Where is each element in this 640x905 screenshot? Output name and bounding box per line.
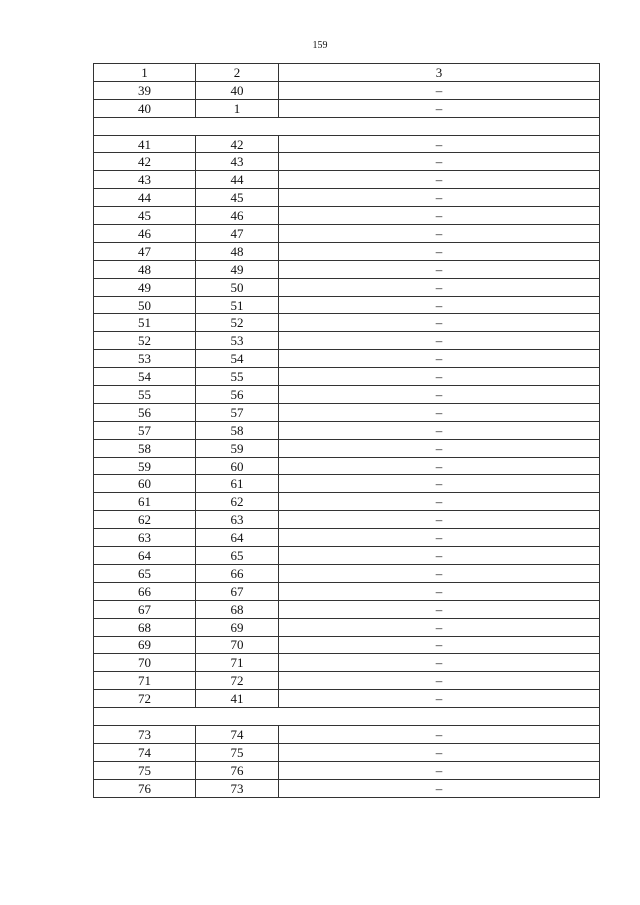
group-separator-cell: [94, 708, 600, 726]
table-row: [94, 332, 600, 350]
table-cell-col3: –: [279, 564, 600, 582]
table-row: [94, 457, 600, 475]
table-cell-col2: 52: [196, 314, 279, 332]
table-cell-col3: –: [279, 99, 600, 117]
table-row: [94, 725, 600, 743]
table-cell-col2: 55: [196, 368, 279, 386]
group-separator-cell: [94, 117, 600, 135]
table-cell-col2: 61: [196, 475, 279, 493]
table-row: [94, 493, 600, 511]
table-row: [94, 403, 600, 421]
table-row: [94, 314, 600, 332]
table-row: [94, 135, 600, 153]
table-cell-col3: –: [279, 296, 600, 314]
group-separator-row: [94, 117, 600, 135]
table-row: [94, 547, 600, 565]
table-cell-col1: 54: [94, 368, 196, 386]
table-row: [94, 386, 600, 404]
table-cell-col3: –: [279, 618, 600, 636]
column-header-2: 2: [196, 64, 279, 82]
table-cell-col2: 41: [196, 690, 279, 708]
table-cell-col1: 66: [94, 582, 196, 600]
table-cell-col2: 53: [196, 332, 279, 350]
table-cell-col1: 73: [94, 725, 196, 743]
table-cell-col2: 68: [196, 600, 279, 618]
table-row: [94, 368, 600, 386]
table-cell-col1: 57: [94, 421, 196, 439]
table-cell-col3: –: [279, 350, 600, 368]
table-cell-col1: 42: [94, 153, 196, 171]
table-cell-col2: 46: [196, 207, 279, 225]
table-cell-col1: 67: [94, 600, 196, 618]
table-cell-col3: –: [279, 189, 600, 207]
table-cell-col2: 48: [196, 242, 279, 260]
table-cell-col3: –: [279, 511, 600, 529]
table-cell-col1: 39: [94, 81, 196, 99]
table-cell-col3: –: [279, 135, 600, 153]
table-cell-col1: 48: [94, 260, 196, 278]
table-cell-col3: –: [279, 242, 600, 260]
table-row: [94, 475, 600, 493]
table-row: [94, 672, 600, 690]
table-row: [94, 582, 600, 600]
table-cell-col2: 47: [196, 225, 279, 243]
table-cell-col2: 66: [196, 564, 279, 582]
table-row: [94, 242, 600, 260]
table-row: [94, 690, 600, 708]
table-cell-col3: –: [279, 672, 600, 690]
table-cell-col1: 43: [94, 171, 196, 189]
table-cell-col2: 60: [196, 457, 279, 475]
table-cell-col1: 45: [94, 207, 196, 225]
table-cell-col2: 43: [196, 153, 279, 171]
table-row: [94, 636, 600, 654]
table-cell-col1: 47: [94, 242, 196, 260]
table-row: [94, 153, 600, 171]
table-cell-col2: 59: [196, 439, 279, 457]
table-cell-col1: 63: [94, 529, 196, 547]
table-cell-col1: 56: [94, 403, 196, 421]
table-cell-col2: 56: [196, 386, 279, 404]
table-cell-col3: –: [279, 225, 600, 243]
table-cell-col2: 50: [196, 278, 279, 296]
table-cell-col1: 69: [94, 636, 196, 654]
table-cell-col1: 72: [94, 690, 196, 708]
table-row: [94, 439, 600, 457]
table-cell-col2: 62: [196, 493, 279, 511]
table-cell-col3: –: [279, 153, 600, 171]
table-cell-col2: 54: [196, 350, 279, 368]
table-row: [94, 225, 600, 243]
table-row: [94, 189, 600, 207]
table-cell-col3: –: [279, 475, 600, 493]
table-cell-col1: 41: [94, 135, 196, 153]
table-cell-col1: 50: [94, 296, 196, 314]
table-cell-col2: 58: [196, 421, 279, 439]
table-cell-col1: 59: [94, 457, 196, 475]
data-table: [93, 63, 600, 798]
column-header-3: 3: [279, 64, 600, 82]
group-separator-row: [94, 708, 600, 726]
table-cell-col1: 46: [94, 225, 196, 243]
table-cell-col3: –: [279, 439, 600, 457]
table-cell-col1: 62: [94, 511, 196, 529]
table-cell-col3: –: [279, 743, 600, 761]
table-cell-col2: 44: [196, 171, 279, 189]
table-row: [94, 600, 600, 618]
table-row: [94, 743, 600, 761]
table-cell-col1: 75: [94, 761, 196, 779]
table-cell-col2: 69: [196, 618, 279, 636]
table-cell-col1: 71: [94, 672, 196, 690]
table-cell-col2: 70: [196, 636, 279, 654]
table-cell-col1: 40: [94, 99, 196, 117]
table-cell-col1: 52: [94, 332, 196, 350]
table-cell-col3: –: [279, 81, 600, 99]
table-cell-col3: –: [279, 529, 600, 547]
table-cell-col3: –: [279, 314, 600, 332]
table-cell-col3: –: [279, 725, 600, 743]
table-row: [94, 761, 600, 779]
table-cell-col1: 74: [94, 743, 196, 761]
table-cell-col2: 49: [196, 260, 279, 278]
table-row: [94, 99, 600, 117]
table-row: [94, 654, 600, 672]
table-row: [94, 171, 600, 189]
table-row: [94, 421, 600, 439]
table-cell-col2: 64: [196, 529, 279, 547]
table-header-row: [94, 64, 600, 82]
table-cell-col1: 70: [94, 654, 196, 672]
table-cell-col2: 57: [196, 403, 279, 421]
table-row: [94, 260, 600, 278]
table-cell-col2: 51: [196, 296, 279, 314]
table-cell-col1: 55: [94, 386, 196, 404]
table-cell-col1: 64: [94, 547, 196, 565]
table-cell-col3: –: [279, 278, 600, 296]
table-cell-col3: –: [279, 207, 600, 225]
table-row: [94, 511, 600, 529]
table-cell-col2: 72: [196, 672, 279, 690]
table-cell-col3: –: [279, 171, 600, 189]
table-cell-col2: 42: [196, 135, 279, 153]
table-cell-col1: 76: [94, 779, 196, 797]
table-cell-col3: –: [279, 600, 600, 618]
table-cell-col3: –: [279, 779, 600, 797]
table-row: [94, 81, 600, 99]
table-cell-col1: 51: [94, 314, 196, 332]
table-cell-col3: –: [279, 690, 600, 708]
table-row: [94, 779, 600, 797]
table-cell-col1: 53: [94, 350, 196, 368]
table-cell-col2: 65: [196, 547, 279, 565]
table-cell-col3: –: [279, 654, 600, 672]
table-cell-col2: 71: [196, 654, 279, 672]
table-cell-col2: 45: [196, 189, 279, 207]
table-cell-col1: 58: [94, 439, 196, 457]
table-cell-col2: 73: [196, 779, 279, 797]
table-cell-col3: –: [279, 386, 600, 404]
page-number: 159: [312, 40, 328, 51]
table-row: [94, 529, 600, 547]
table-cell-col3: –: [279, 761, 600, 779]
table-cell-col1: 65: [94, 564, 196, 582]
table-cell-col1: 68: [94, 618, 196, 636]
table-cell-col2: 74: [196, 725, 279, 743]
table-cell-col2: 1: [196, 99, 279, 117]
table-cell-col2: 63: [196, 511, 279, 529]
table-cell-col2: 67: [196, 582, 279, 600]
table-cell-col3: –: [279, 368, 600, 386]
table-cell-col3: –: [279, 457, 600, 475]
table-cell-col3: –: [279, 421, 600, 439]
table-cell-col1: 60: [94, 475, 196, 493]
table-cell-col2: 75: [196, 743, 279, 761]
table-cell-col3: –: [279, 636, 600, 654]
table-cell-col2: 40: [196, 81, 279, 99]
table-cell-col3: –: [279, 403, 600, 421]
table-cell-col3: –: [279, 493, 600, 511]
table-row: [94, 350, 600, 368]
table-row: [94, 564, 600, 582]
column-header-1: 1: [94, 64, 196, 82]
table-row: [94, 278, 600, 296]
table-row: [94, 618, 600, 636]
table-row: [94, 296, 600, 314]
table-cell-col3: –: [279, 332, 600, 350]
table-cell-col1: 49: [94, 278, 196, 296]
table-cell-col2: 76: [196, 761, 279, 779]
table-cell-col3: –: [279, 547, 600, 565]
table-body: [94, 64, 600, 798]
table-cell-col1: 44: [94, 189, 196, 207]
table-cell-col3: –: [279, 260, 600, 278]
table-cell-col1: 61: [94, 493, 196, 511]
table-cell-col3: –: [279, 582, 600, 600]
table-row: [94, 207, 600, 225]
